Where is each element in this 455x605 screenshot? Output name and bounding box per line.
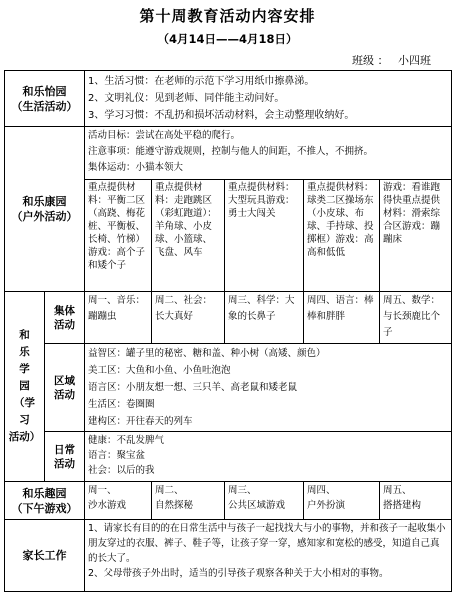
label-line: 集体 — [54, 304, 75, 317]
daily-activity-content — [85, 432, 452, 482]
content-line: 注意事项：能遵守游戏规则，控制与他人的间距，不推人，不拥挤。 — [88, 146, 374, 157]
afternoon-day-2 — [152, 482, 225, 520]
group-day-5: 周五、数学：与长颈鹿比个子 — [380, 292, 452, 344]
content-line: 1、请家长有目的的在日常生活中与孩子一起找找大与小的事物，并和孩子一起收集小朋友穿过的衣服、裤子、鞋子等，让孩子穿一穿，感知家和宽松的感受，知道自己真的长大了。 — [88, 523, 446, 564]
content-line: 2、文明礼仪：见到老师、同伴能主动问好。 — [88, 93, 285, 104]
outdoor-col-2: 重点提供材料：走跑跳区（彩虹跑道）：羊角球、小皮球、小篮球、飞盘、风车 — [152, 180, 225, 292]
day-content: 搭搭建构 — [383, 500, 422, 511]
label-line: （学 — [14, 397, 35, 409]
label-line: 活动 — [54, 457, 75, 470]
schedule-table — [4, 70, 452, 592]
group-day-4: 周四、语言：棒棒和胖胖 — [304, 292, 380, 344]
row-life-activity — [5, 71, 452, 127]
day-content: 沙水游戏 — [88, 500, 127, 511]
content-line: 2、父母带孩子外出时，适当的引导孩子观察各种关于大小相对的事物。 — [88, 568, 389, 579]
row-afternoon-games — [5, 482, 452, 520]
content-line: 集体运动：小猫本领大 — [88, 162, 184, 173]
afternoon-day-4 — [304, 482, 380, 520]
day-content: 户外扮演 — [307, 500, 346, 511]
label-line: 活动） — [8, 431, 41, 443]
content-line: 美工区：大鱼和小鱼、小鱼吐泡泡 — [88, 365, 231, 376]
section-label-heqi — [5, 482, 85, 520]
group-activity-label — [45, 292, 85, 344]
label-line: （户外活动） — [11, 210, 78, 223]
label-line: 活动 — [54, 318, 75, 331]
content-line: 生活区：卷圈圈 — [88, 399, 155, 410]
label-line: 习 — [19, 414, 30, 426]
label-line: （生活活动） — [11, 99, 78, 113]
day-label: 周一、 — [88, 485, 117, 496]
content-line: 语言：聚宝盆 — [88, 450, 146, 461]
outdoor-col-4: 重点提供材料：球类二区操场东（小皮球、布球、手持球、投掷框）游戏：高高和低低 — [304, 180, 380, 292]
section-label-parent: 家长工作 — [5, 520, 85, 592]
section-label-hexue — [5, 292, 45, 482]
row-group-activity — [5, 292, 452, 344]
outdoor-col-5: 游戏：看谁跑得快重点提供材料：滑索综合区游戏：蹦蹦床 — [380, 180, 452, 292]
label-line: 和乐怡园 — [22, 84, 67, 98]
outdoor-col-1: 重点提供材料：平衡二区（高跷、梅花桩、平衡板、长椅、竹梯）游戏：高个子和矮个子 — [85, 180, 152, 292]
label-line: 活动 — [54, 388, 75, 401]
content-line: 活动目标：尝试在高处平稳的爬行。 — [88, 130, 241, 141]
day-label: 周三、 — [228, 485, 257, 496]
daily-activity-label — [45, 432, 85, 482]
day-content: 自然探秘 — [155, 500, 194, 511]
label-line: （下午游戏） — [11, 501, 78, 515]
group-day-2: 周二、社会：长大真好 — [152, 292, 225, 344]
afternoon-day-1 — [85, 482, 152, 520]
label-line: 和 — [19, 329, 30, 341]
section-label-heyi — [5, 71, 85, 127]
label-line: 学 — [19, 363, 30, 375]
group-day-3: 周三、科学：大象的长鼻子 — [225, 292, 304, 344]
label-line: 乐 — [19, 346, 30, 358]
area-activity-content — [85, 344, 452, 432]
label-line: 和乐康园 — [22, 195, 67, 208]
content-line: 建构区：开往春天的列车 — [88, 416, 193, 427]
content-line: 1、生活习惯：在老师的示范下学习用纸巾擦鼻涕。 — [88, 76, 315, 87]
day-label: 周四、 — [307, 485, 336, 496]
date-range: （4月14日——4月18日） — [157, 32, 298, 46]
label-line: 区域 — [54, 374, 75, 387]
row-daily-activity — [5, 432, 452, 482]
afternoon-day-3 — [225, 482, 304, 520]
parent-work-content — [85, 520, 452, 592]
day-content: 公共区域游戏 — [228, 500, 286, 511]
content-line: 社会：以后的我 — [88, 465, 155, 476]
group-day-1: 周一、音乐：蹦蹦虫 — [85, 292, 152, 344]
row-outdoor-intro — [5, 127, 452, 180]
day-label: 周五、 — [383, 485, 412, 496]
class-name: 小四班 — [398, 54, 431, 67]
day-label: 周二、 — [155, 485, 184, 496]
content-line: 益智区：罐子里的秘密、糖和盖、种小树（高矮、颜色） — [88, 348, 326, 359]
content-line: 语言区：小朋友想一想、三只羊、高老鼠和矮老鼠 — [88, 382, 298, 393]
class-label: 班级 ： — [352, 54, 389, 67]
row-parent-work — [5, 520, 452, 592]
label-line: 和乐趣园 — [22, 486, 67, 500]
page-title: 第十周教育活动内容安排 — [139, 7, 316, 25]
content-line: 健康：不乱发脾气 — [88, 435, 165, 446]
content-line: 3、学习习惯：不乱扔和损坏活动材料，会主动整理收纳好。 — [88, 110, 355, 121]
label-line: 园 — [19, 380, 30, 392]
label-line: 日常 — [54, 443, 75, 456]
outdoor-intro — [85, 127, 452, 180]
section-label-hekang — [5, 127, 85, 292]
area-activity-label — [45, 344, 85, 432]
life-activity-content — [85, 71, 452, 127]
afternoon-day-5 — [380, 482, 452, 520]
class-info — [352, 52, 431, 68]
row-area-activity — [5, 344, 452, 432]
outdoor-col-3: 重点提供材料：大型玩具游戏：勇士大闯关 — [225, 180, 304, 292]
